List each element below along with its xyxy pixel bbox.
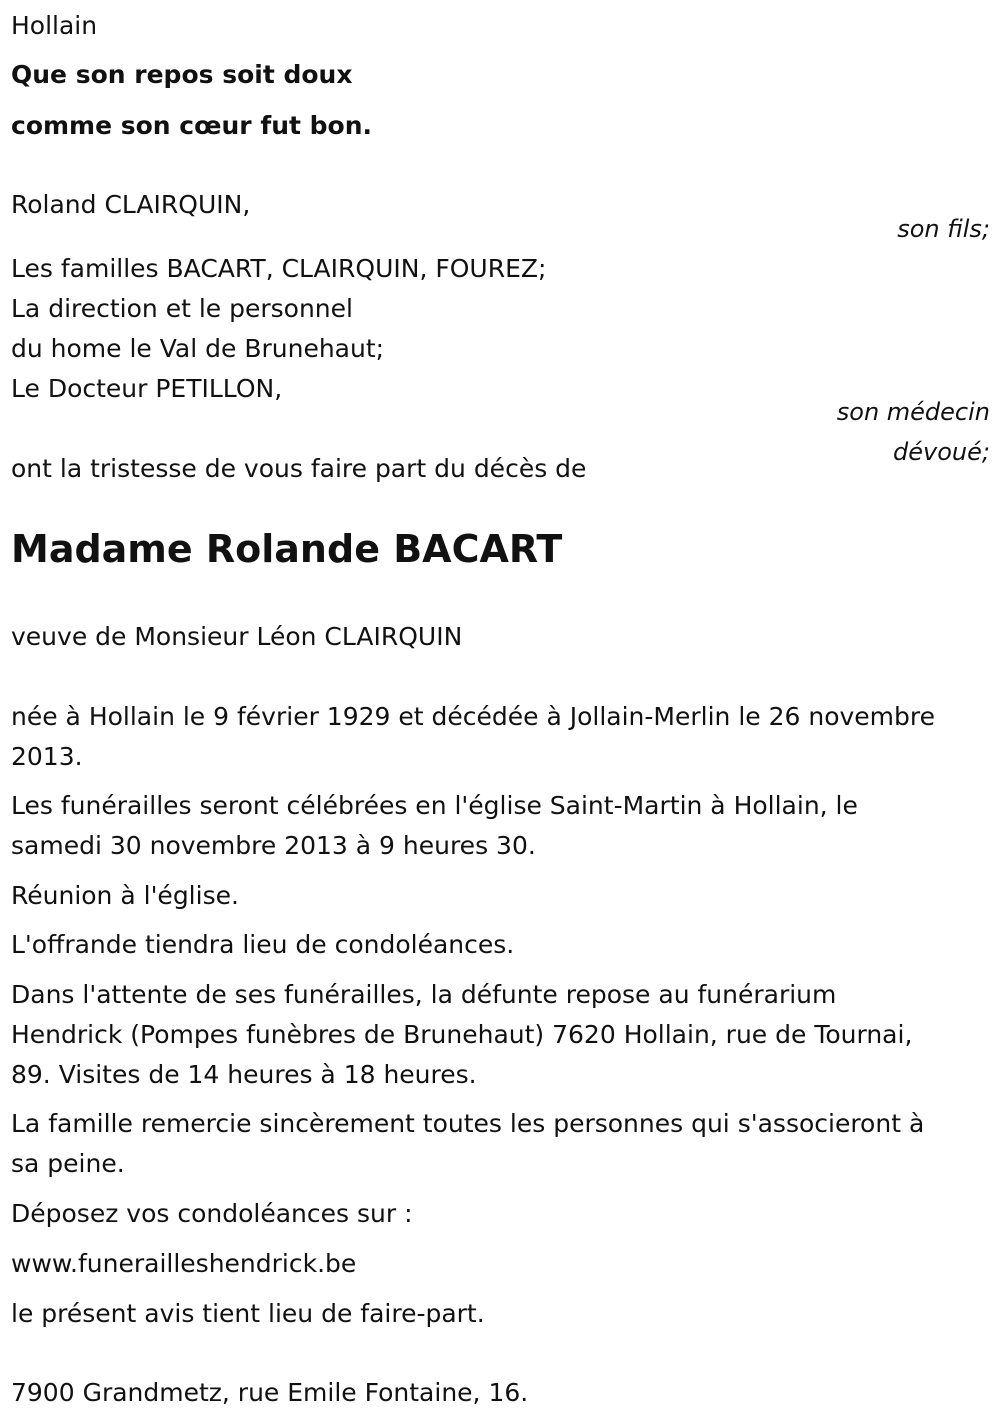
rest-line-2: Hendrick (Pompes funèbres de Brunehaut) 7620 Hollain, rue de Tournai, [11,1020,913,1049]
condolences-prompt: Déposez vos condoléances sur : [11,1199,413,1228]
birth-death-line-2: 2013. [11,742,83,771]
rest-line-1: Dans l'attente de ses funérailles, la défunte repose au funérarium [11,980,837,1009]
epitaph-line-2: comme son cœur fut bon. [11,111,373,140]
son-role: son fils; [897,215,990,243]
rest-line-3: 89. Visites de 14 heures à 18 heures. [11,1060,477,1089]
families-line: Les familles BACART, CLAIRQUIN, FOUREZ; [11,254,547,283]
epitaph-line-1: Que son repos soit doux [11,60,353,89]
website-link[interactable]: www.funerailleshendrick.be [11,1249,357,1278]
staff-line-1: La direction et le personnel [11,294,353,323]
staff-line-2: du home le Val de Brunehaut; [11,334,385,363]
thanks-line-1: La famille remercie sincèrement toutes les personnes qui s'associeront à [11,1109,925,1138]
birth-death-line-1: née à Hollain le 9 février 1929 et décédée à Jollain-Merlin le 26 novembre [11,702,935,731]
meeting-line: Réunion à l'église. [11,881,239,910]
announcement-line: ont la tristesse de vous faire part du décès de [11,454,587,483]
widow-of-line: veuve de Monsieur Léon CLAIRQUIN [11,622,463,651]
doctor-role-line-1: son médecin [836,398,990,426]
funeral-line-1: Les funérailles seront célébrées en l'église Saint-Martin à Hollain, le [11,791,858,820]
doctor-name: Le Docteur PETILLON, [11,374,283,403]
thanks-line-2: sa peine. [11,1149,125,1178]
son-name: Roland CLAIRQUIN, [11,190,251,219]
funeral-line-2: samedi 30 novembre 2013 à 9 heures 30. [11,831,536,860]
doctor-role-line-2: dévoué; [893,438,990,466]
offering-line: L'offrande tiendra lieu de condoléances. [11,930,515,959]
notice-line: le présent avis tient lieu de faire-part. [11,1299,485,1328]
deceased-name: Madame Rolande BACART [11,527,563,571]
address-line: 7900 Grandmetz, rue Emile Fontaine, 16. [11,1378,529,1407]
location: Hollain [11,11,98,40]
